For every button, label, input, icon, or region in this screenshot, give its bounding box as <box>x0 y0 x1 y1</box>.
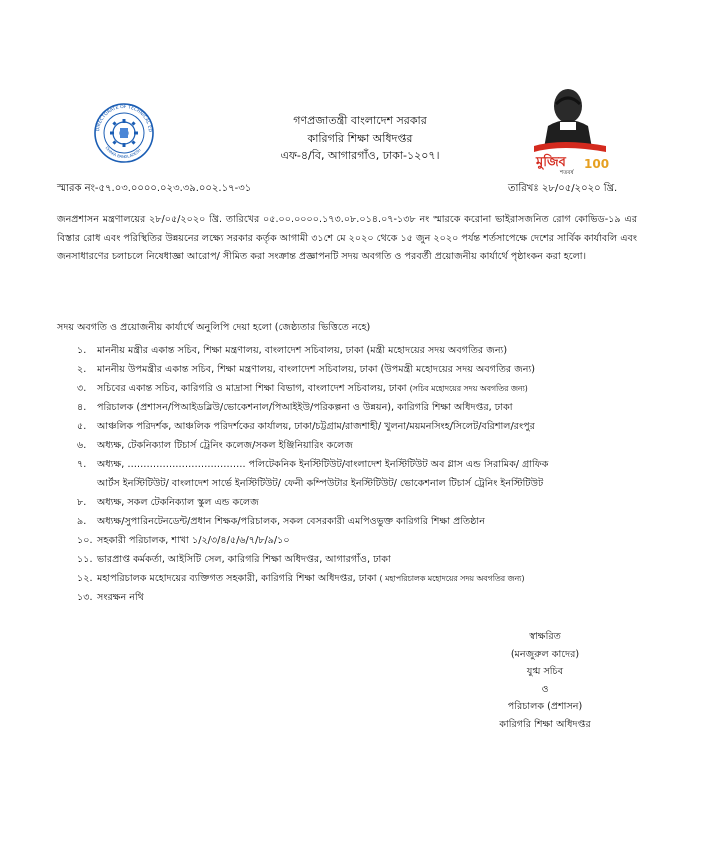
signatory-title: যুগ্ম সচিব <box>526 666 564 677</box>
government-title: গণপ্রজাতন্ত্রী বাংলাদেশ সরকার <box>293 114 427 127</box>
list-item-number: ১০. <box>77 535 93 546</box>
list-item <box>57 512 657 531</box>
list-item-number: ১৩. <box>77 592 93 603</box>
list-item <box>57 398 657 417</box>
list-item <box>57 550 657 569</box>
list-item-text-wrap <box>97 379 528 398</box>
list-item-text: অধ্যক্ষ/সুপারিনটেনডেন্ট/প্রধান শিক্ষক/পরিচালক, সকল বেসরকারী এমপিওভুক্ত কারিগরি শিক্ষা প্রতিষ্ঠান <box>97 516 485 527</box>
list-item <box>57 569 657 588</box>
list-item <box>57 379 657 398</box>
list-item-number: ৯. <box>77 516 87 527</box>
list-item-text: সহকারী পরিচালক, শাখা ১/২/৩/৪/৫/৬/৭/৮/৯/১০ <box>97 535 290 546</box>
notice-body: জনপ্রশাসন মন্ত্রণালয়ের ২৮/০৫/২০২০ খ্রি. তারিখের ০৫.০০.০০০০.১৭৩.০৮.০১৪.০৭-১৩৮ নং স্মারকে করোনা ভাইরাসজনিত রোগ কোভিড-১৯ এর বিস্তার রোধ এবং পরিস্থিতির উন্নয়নের লক্ষ্যে সরকার কর্তৃক আগামী ৩১শে মে ২০২০ থেকে ১৫ জুন ২০২০ পর্যন্ত শর্তসাপেক্ষে দেশের সার্বিক কার্যাবলি এবং জনসাধারণের চলাচলে নিষেধাজ্ঞা আরোপ/ সীমিত করা সংক্রান্ত প্রজ্ঞাপনটি সদয় অবগতি ও পরবর্তী প্রয়োজনীয় কার্যার্থে পৃষ্ঠাংকন করা হলো। <box>57 214 637 263</box>
list-item-number: ১১. <box>77 554 93 565</box>
list-item <box>57 417 657 436</box>
list-item <box>57 493 657 512</box>
signatory-role: পরিচালক (প্রশাসন) <box>507 701 583 712</box>
list-item-number: ১. <box>77 345 87 356</box>
mujib-emblem-subtext: শতবর্ষ <box>560 170 574 176</box>
signatory-conjunction: ও <box>541 683 549 695</box>
list-item <box>57 436 657 455</box>
list-item-number: ৭. <box>77 459 87 470</box>
memo-number: স্মারক নং-৫৭.০৩.০০০০.০২৩.৩৯.০০২.১৭-৩১ <box>57 183 252 194</box>
list-item-text: সংরক্ষন নথি <box>97 592 144 603</box>
mujib-century-number: 100 <box>584 157 610 171</box>
list-item-text: সচিবের একান্ত সচিব, কারিগরি ও মাদ্রাসা শিক্ষা বিভাগ, বাংলাদেশ সচিবালয়, ঢাকা <box>97 383 407 394</box>
logo-bottom-text: DHAKA BANGLADESH <box>104 145 142 160</box>
list-item-number: ৬. <box>77 440 87 451</box>
list-item-number: ৩. <box>77 383 87 394</box>
list-item <box>57 360 657 379</box>
list-item-text-wrap <box>97 569 525 588</box>
signed-label: স্বাক্ষরিত <box>529 631 561 642</box>
mujib-emblem-text: মুজিব <box>536 155 566 170</box>
department-title: কারিগরি শিক্ষা অধিদপ্তর <box>307 131 413 145</box>
list-item <box>57 455 657 493</box>
directorate-logo <box>93 102 155 164</box>
list-item-number: ১২. <box>77 573 93 584</box>
list-item-number: ৮. <box>77 497 87 508</box>
mujib-year-logo <box>526 80 612 176</box>
list-item-number: ৫. <box>77 421 87 432</box>
list-item <box>57 588 657 607</box>
distribution-intro: সদয় অবগতি ও প্রয়োজনীয় কার্যার্থে অনুলিপি দেয়া হলো (জেষ্ঠ্যতার ভিত্তিতে নহে) <box>57 322 371 333</box>
list-item-number: ৪. <box>77 402 87 413</box>
list-item-text: অধ্যক্ষ, ………………………………. পলিটেকনিক ইনস্টিটিউট/বাংলাদেশ ইনস্টিটিউট অব গ্লাস এন্ড সিরামিক/ গ্রাফিক <box>97 459 549 470</box>
list-item-text: মাননীয় উপমন্ত্রীর একান্ত সচিব, শিক্ষা মন্ত্রণালয়, বাংলাদেশ সচিবালয়, ঢাকা (উপমন্ত্রী মহোদয়ের সদয় অবগতির জন্য) <box>97 364 536 375</box>
list-item-text: মাননীয় মন্ত্রীর একান্ত সচিব, শিক্ষা মন্ত্রণালয়, বাংলাদেশ সচিবালয়, ঢাকা (মন্ত্রী মহোদয়ের সদয় অবগতির জন্য) <box>97 345 508 356</box>
list-item-text: পরিচালক (প্রশাসন/পিআইডব্লিউ/ভোকেশনাল/পিআইইউ/পরিকল্পনা ও উন্নয়ন), কারিগরি শিক্ষা অধিদপ্তর, ঢাকা <box>97 402 513 413</box>
memo-date: তারিখঃ ২৮/০৫/২০২০ খ্রি. <box>508 183 618 194</box>
list-item-text: অধ্যক্ষ, সকল টেকনিক্যাল স্কুল এন্ড কলেজ <box>97 497 259 508</box>
list-item-note: (সচিব মহোদয়ের সদয় অবগতির জন্য) <box>409 384 528 393</box>
list-item-number: ২. <box>77 364 87 375</box>
list-item-text: আঞ্চলিক পরিদর্শক, আঞ্চলিক পরিদর্শকের কার্যালয়, ঢাকা/চট্টগ্রাম/রাজশাহী/ খুলনা/ময়মনসিংহ/সিলেট/বরিশাল/রংপুর <box>97 421 535 432</box>
list-item-text-continued: আর্টস ইনস্টিটিউট/ বাংলাদেশ সার্ভে ইনস্টিটিউট/ ফেনী কম্পিউটার ইনস্টিটিউট/ ভোকেশনাল টিচার্স ট্রেনিং ইনস্টিটিউট <box>97 478 544 489</box>
logo-ring-text: DIRECTORATE OF TECHNICAL ED <box>96 104 153 133</box>
list-item-text: ভারপ্রাপ্ত কর্মকর্তা, আইসিটি সেল, কারিগরি শিক্ষা অধিদপ্তর, আগারগাঁও, ঢাকা <box>97 554 391 565</box>
signatory-name: (মনজুরুল কাদের) <box>510 648 580 660</box>
distribution-list <box>57 341 657 607</box>
list-item-text: মহাপরিচালক মহোদয়ের ব্যক্তিগত সহকারী, কারিগরি শিক্ষা অধিদপ্তর, ঢাকা <box>97 573 377 584</box>
signatory-office: কারিগরি শিক্ষা অধিদপ্তর <box>499 718 591 730</box>
list-item-text: অধ্যক্ষ, টেকনিক্যাল টিচার্স ট্রেনিং কলেজ/সকল ইঞ্জিনিয়ারিং কলেজ <box>97 440 353 451</box>
list-item-note: ( মহাপরিচালক মহোদয়ের সদয় অবগতির জন্য) <box>379 574 525 583</box>
list-item <box>57 531 657 550</box>
office-address: এফ-৪/বি, আগারগাঁও, ঢাকা-১২০৭। <box>280 149 440 162</box>
office-header <box>200 112 520 165</box>
list-item <box>57 341 657 360</box>
signature-block <box>460 628 630 733</box>
